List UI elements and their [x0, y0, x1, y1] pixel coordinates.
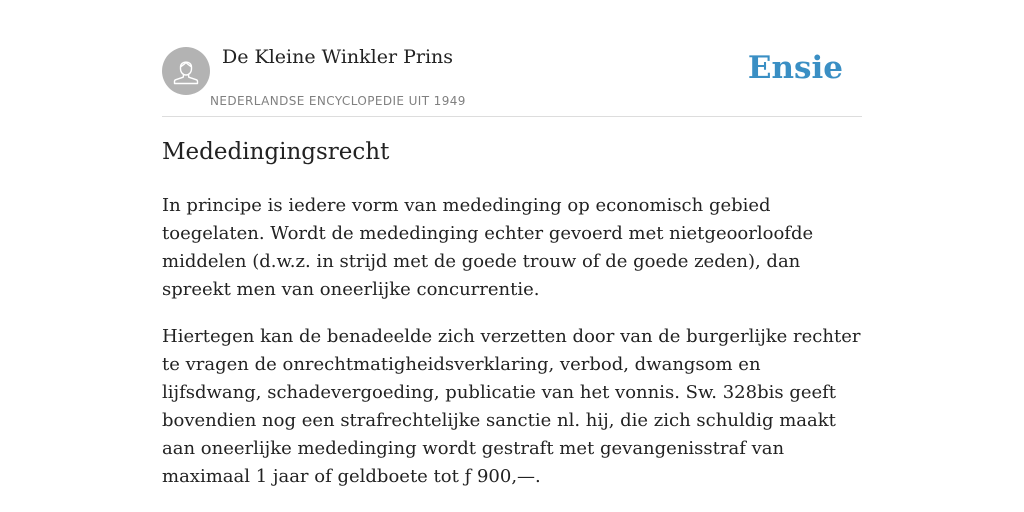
article-header — [162, 0, 862, 117]
ensie-logo[interactable]: Ensie — [747, 50, 843, 86]
article-page — [162, 0, 862, 487]
article-title: Mededingingsrecht — [162, 139, 390, 165]
author-avatar[interactable] — [162, 47, 210, 95]
user-outline-icon — [162, 47, 210, 95]
article-paragraph: In principe is iedere vorm van mededinging op economisch gebied toegelaten. Wordt de mededinging echter gevoerd met nietgeoorloofde middelen (d.w.z. in strijd met de goede trouw of de goede zeden), dan spreekt men van oneerlijke concurrentie. — [162, 195, 814, 300]
article-body — [162, 192, 862, 510]
publication-subtitle: NEDERLANDSE ENCYCLOPEDIE UIT 1949 — [210, 94, 466, 108]
article-paragraph: Hiertegen kan de benadeelde zich verzetten door van de burgerlijke rechter te vragen de onrechtmatigheidsverklaring, verbod, dwangsom en lijfsdwang, schadevergoeding, publicatie van het vonnis. Sw. 328bis geeft bovendien nog een strafrechtelijke sanctie nl. hij, die zich schuldig maakt aan oneerlijke mededinging wordt gestraft met gevangenisstraf van maximaal 1 jaar of geldboete tot ƒ 900,—. — [162, 326, 861, 487]
author-name[interactable]: De Kleine Winkler Prins — [222, 46, 454, 68]
